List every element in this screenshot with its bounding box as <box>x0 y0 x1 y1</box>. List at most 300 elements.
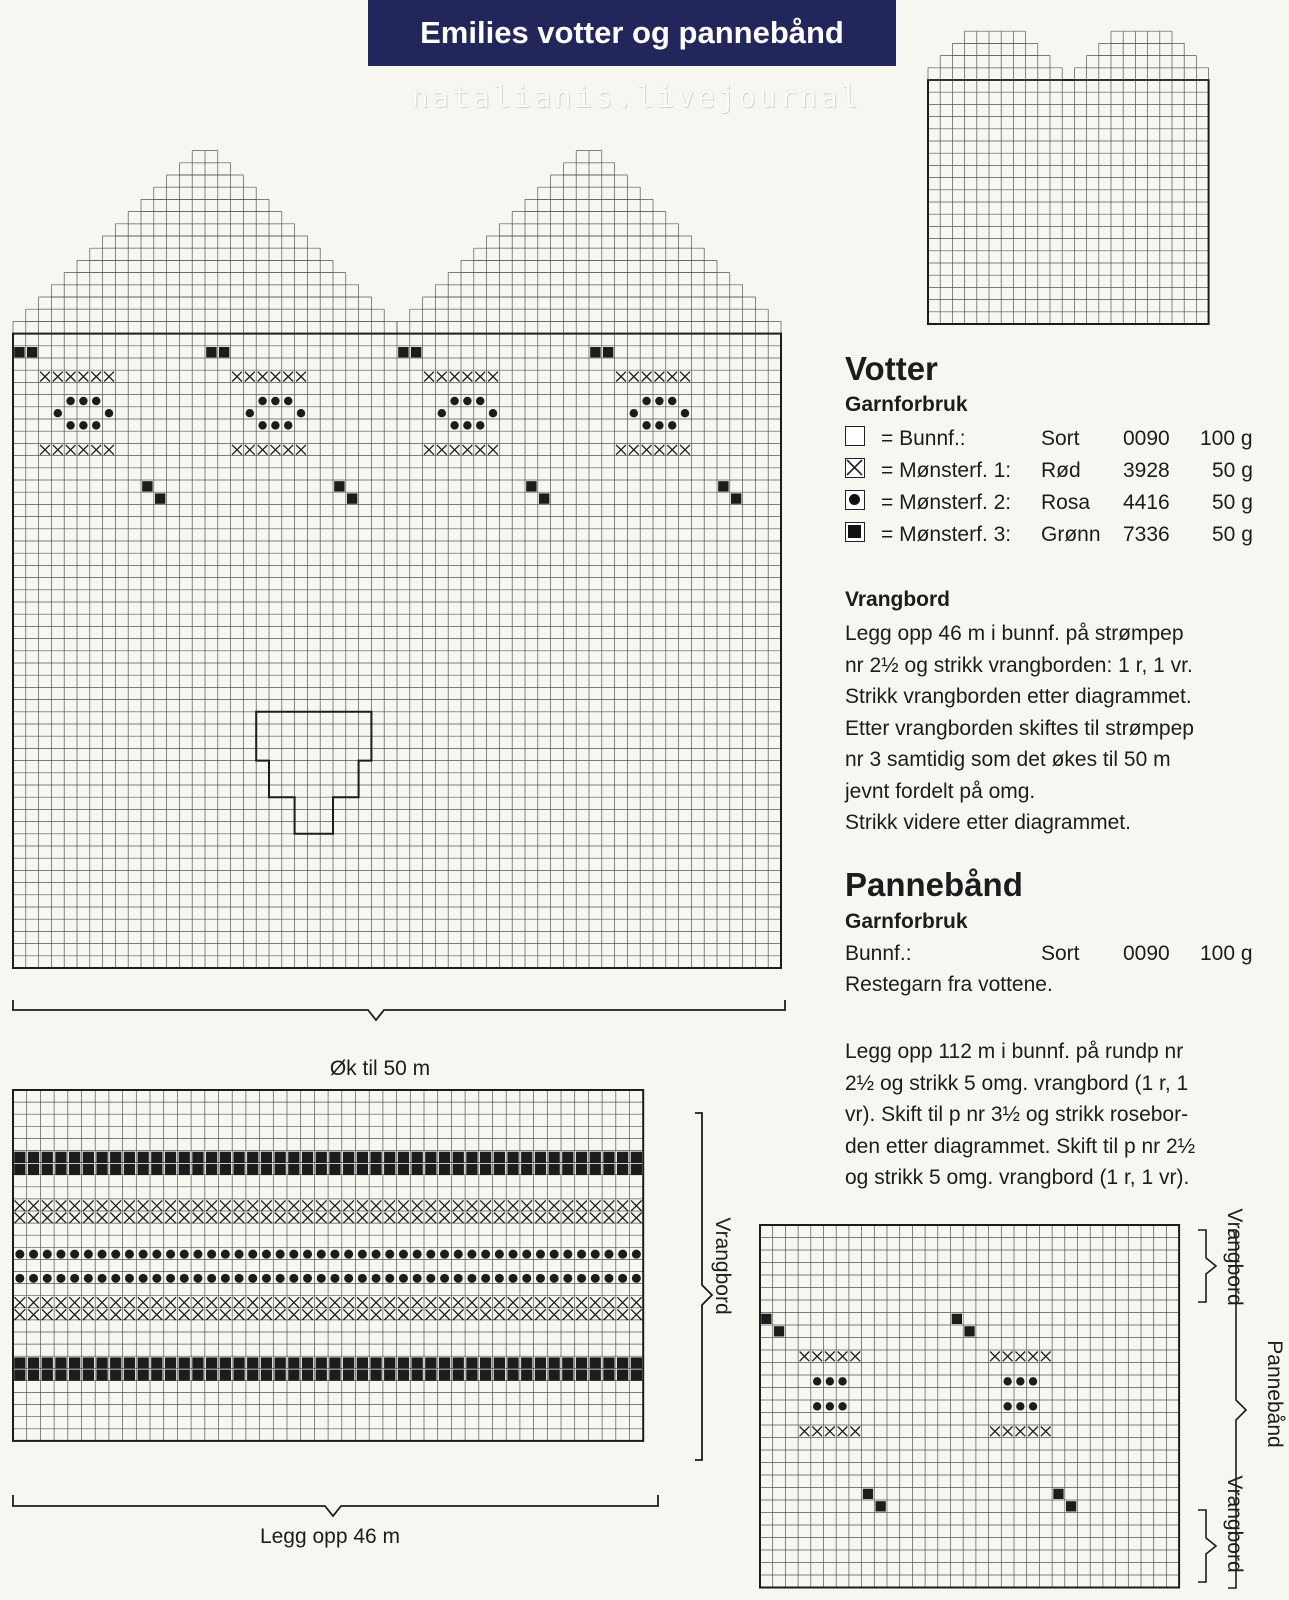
dot-stitch <box>563 1274 572 1283</box>
panneband-heading: Pannebånd <box>845 866 1023 903</box>
square-stitch <box>576 1152 587 1163</box>
square-stitch <box>206 1164 217 1175</box>
panneband-bunnf-label: Bunnf.: <box>845 942 912 965</box>
dot-stitch <box>111 1274 120 1283</box>
dot-stitch <box>495 1274 504 1283</box>
cross-stitch <box>97 1213 108 1224</box>
cross-stitch <box>680 372 690 382</box>
text-line: Legg opp 46 m i bunnf. på strømpep <box>845 622 1184 645</box>
square-stitch <box>302 1357 313 1368</box>
dot-stitch <box>681 409 689 417</box>
cross-stitch <box>316 1309 327 1320</box>
dot-stitch <box>372 1274 381 1283</box>
square-stitch <box>412 1152 423 1163</box>
dot-stitch <box>399 1274 408 1283</box>
square-stitch <box>220 1164 231 1175</box>
square-stitch <box>261 1357 272 1368</box>
cross-stitch <box>283 372 293 382</box>
dot-stitch <box>618 1250 627 1259</box>
dot-stitch <box>813 1377 821 1385</box>
square-stitch <box>370 1357 381 1368</box>
square-stitch <box>247 1370 258 1381</box>
cross-stitch <box>412 1213 423 1224</box>
cross-stitch <box>110 1297 121 1308</box>
square-stitch <box>206 1152 217 1163</box>
cross-stitch <box>193 1200 204 1211</box>
mitten-top-grid <box>39 297 372 309</box>
square-stitch <box>425 1370 436 1381</box>
cross-stitch <box>330 1200 341 1211</box>
cross-stitch <box>330 1213 341 1224</box>
square-stitch <box>617 1152 628 1163</box>
square-stitch <box>316 1152 327 1163</box>
cross-stitch <box>79 372 89 382</box>
text-line: Etter vrangborden skiftes til strømpep <box>845 716 1194 740</box>
cross-stitch <box>28 1213 39 1224</box>
cross-stitch <box>343 1297 354 1308</box>
dot-stitch <box>289 1274 298 1283</box>
square-stitch <box>480 1152 491 1163</box>
cross-stitch <box>289 1297 300 1308</box>
legend-code: 3928 <box>1123 459 1170 482</box>
thumb-top-grid <box>965 31 1026 43</box>
cross-stitch <box>343 1309 354 1320</box>
square-stitch <box>411 347 421 357</box>
mitten-top-grid <box>26 309 384 321</box>
dot-stitch <box>235 1250 244 1259</box>
cross-stitch <box>247 1213 258 1224</box>
square-stitch <box>220 1357 231 1368</box>
square-stitch <box>179 1152 190 1163</box>
cross-stitch <box>437 372 447 382</box>
cross-stitch <box>247 1200 258 1211</box>
square-stitch <box>288 1357 299 1368</box>
square-stitch <box>1066 1501 1076 1511</box>
cross-stitch <box>91 445 101 455</box>
dot-stitch <box>207 1274 216 1283</box>
cross-stitch <box>357 1200 368 1211</box>
watermark: natalianis.livejournal <box>410 80 862 114</box>
cross-stitch <box>1041 1427 1051 1437</box>
mitten-top-grid <box>461 260 717 272</box>
square-stitch <box>233 1152 244 1163</box>
text-line: og strikk 5 omg. vrangbord (1 r, 1 vr). <box>845 1166 1190 1189</box>
dot-stitch <box>207 1250 216 1259</box>
dot-stitch <box>668 397 676 405</box>
square-stitch <box>549 1164 560 1175</box>
square-stitch <box>480 1357 491 1368</box>
square-stitch <box>110 1357 121 1368</box>
dot-stitch <box>655 397 663 405</box>
cross-stitch <box>480 1213 491 1224</box>
dot-stitch <box>450 397 458 405</box>
cross-stitch <box>617 1213 628 1224</box>
cross-stitch <box>563 1297 574 1308</box>
dot-stitch <box>317 1250 326 1259</box>
cross-stitch <box>69 1213 80 1224</box>
square-stitch <box>603 1152 614 1163</box>
cross-stitch <box>467 1297 478 1308</box>
cross-stitch <box>15 1213 26 1224</box>
dot-stitch <box>481 1274 490 1283</box>
dot-stitch <box>476 397 484 405</box>
dot-stitch <box>463 421 471 429</box>
dot-stitch <box>481 1250 490 1259</box>
square-stitch <box>261 1152 272 1163</box>
mitten-top-grid <box>563 163 614 175</box>
cross-stitch <box>261 1309 272 1320</box>
square-stitch <box>549 1152 560 1163</box>
square-stitch <box>151 1164 162 1175</box>
dot-stitch <box>258 397 266 405</box>
thumb-top-grid <box>940 56 1050 68</box>
cross-stitch <box>138 1213 149 1224</box>
cross-stitch <box>494 1297 505 1308</box>
dot-stitch <box>618 1274 627 1283</box>
cross-stitch <box>563 1309 574 1320</box>
cross-stitch <box>97 1309 108 1320</box>
cross-stitch <box>616 372 626 382</box>
dot-stitch <box>399 1250 408 1259</box>
cross-stitch <box>124 1213 135 1224</box>
cross-stitch <box>590 1200 601 1211</box>
cross-stitch <box>437 445 447 455</box>
cross-stitch <box>439 1309 450 1320</box>
square-stitch <box>275 1164 286 1175</box>
mitten-top-grid <box>64 273 346 285</box>
cross-stitch <box>535 1213 546 1224</box>
square-stitch <box>179 1357 190 1368</box>
cross-stitch <box>412 1200 423 1211</box>
dot-stitch <box>105 409 113 417</box>
cross-stitch <box>66 445 76 455</box>
square-stitch <box>576 1370 587 1381</box>
square-stitch <box>521 1152 532 1163</box>
mitten-top-grid <box>410 309 768 321</box>
cross-stitch <box>165 1200 176 1211</box>
cross-stitch <box>138 1297 149 1308</box>
cross-stitch <box>1041 1352 1051 1362</box>
cross-stitch <box>629 372 639 382</box>
thumb-top-grid <box>1099 43 1184 55</box>
dot-stitch <box>317 1274 326 1283</box>
square-stitch <box>14 1357 25 1368</box>
square-stitch <box>425 1152 436 1163</box>
cross-stitch <box>384 1213 395 1224</box>
legend-row <box>845 425 1265 455</box>
square-stitch <box>14 347 24 357</box>
cross-stitch <box>83 1309 94 1320</box>
legend-row <box>845 521 1265 551</box>
square-stitch <box>329 1357 340 1368</box>
square-stitch <box>110 1152 121 1163</box>
square-stitch <box>590 1370 601 1381</box>
square-stitch <box>412 1357 423 1368</box>
cross-stitch <box>453 1309 464 1320</box>
cross-stitch <box>384 1297 395 1308</box>
square-stitch <box>55 1152 66 1163</box>
square-stitch <box>453 1357 464 1368</box>
thumb-top-grid <box>1074 68 1208 80</box>
square-stitch <box>219 347 229 357</box>
cross-stitch <box>631 1297 642 1308</box>
cross-stitch <box>371 1297 382 1308</box>
square-stitch <box>876 1501 886 1511</box>
dot-stitch <box>152 1274 161 1283</box>
cross-stitch <box>1016 1352 1026 1362</box>
cross-stitch <box>990 1427 1000 1437</box>
square-stitch <box>247 1357 258 1368</box>
square-stitch <box>42 1164 53 1175</box>
cross-stitch <box>521 1309 532 1320</box>
mitten-top-grid <box>141 199 269 211</box>
square-stitch <box>603 1370 614 1381</box>
text-line: nr 2½ og strikk vrangborden: 1 r, 1 vr. <box>845 653 1193 677</box>
mitten-top-grid <box>538 187 640 199</box>
cross-stitch <box>825 1427 835 1437</box>
cross-stitch <box>667 445 677 455</box>
mitten-top-grid <box>154 187 256 199</box>
square-stitch <box>192 1357 203 1368</box>
cross-stitch <box>850 1352 860 1362</box>
cross-stitch <box>508 1213 519 1224</box>
square-stitch <box>288 1152 299 1163</box>
thumb-chart-grid <box>928 80 1209 324</box>
mitten-top-grid <box>103 236 308 248</box>
cross-stitch <box>330 1309 341 1320</box>
square-stitch <box>69 1164 80 1175</box>
cross-stitch <box>371 1213 382 1224</box>
dot-stitch <box>591 1274 600 1283</box>
square-stitch <box>439 1370 450 1381</box>
square-stitch <box>535 1152 546 1163</box>
cross-square-icon <box>845 458 865 478</box>
square-stitch <box>535 1370 546 1381</box>
thumb-top-grid <box>1111 31 1172 43</box>
cross-stitch <box>15 1309 26 1320</box>
cross-stitch <box>234 1200 245 1211</box>
dot-stitch <box>276 1274 285 1283</box>
cross-stitch <box>850 1427 860 1437</box>
cross-stitch <box>343 1200 354 1211</box>
legend-row <box>845 457 1265 487</box>
mitten-top-grid <box>115 224 294 236</box>
cross-stitch <box>28 1309 39 1320</box>
cross-stitch <box>642 372 652 382</box>
dot-stitch <box>152 1250 161 1259</box>
dot-stitch <box>563 1250 572 1259</box>
square-stitch <box>453 1152 464 1163</box>
square-stitch <box>526 481 536 491</box>
cross-stitch <box>296 445 306 455</box>
cross-stitch <box>296 372 306 382</box>
cross-stitch <box>488 445 498 455</box>
square-stitch <box>206 1370 217 1381</box>
mitten-top-grid <box>551 175 628 187</box>
dot-stitch <box>98 1250 107 1259</box>
cross-stitch <box>990 1352 1000 1362</box>
dot-stitch <box>139 1250 148 1259</box>
legend-code: 0090 <box>1123 427 1170 450</box>
square-stitch <box>731 493 741 503</box>
cross-stitch <box>234 1297 245 1308</box>
square-stitch <box>521 1370 532 1381</box>
square-stitch <box>69 1152 80 1163</box>
square-stitch <box>539 493 549 503</box>
dot-stitch <box>271 421 279 429</box>
square-stitch <box>288 1164 299 1175</box>
square-stitch <box>631 1152 642 1163</box>
cross-stitch <box>28 1200 39 1211</box>
square-stitch <box>83 1164 94 1175</box>
square-stitch <box>14 1370 25 1381</box>
cross-stitch <box>232 445 242 455</box>
cross-stitch <box>508 1309 519 1320</box>
dot-stitch <box>604 1274 613 1283</box>
square-stitch <box>302 1164 313 1175</box>
cross-stitch <box>275 1200 286 1211</box>
mitten-top-grid <box>499 224 678 236</box>
dot-stitch <box>630 409 638 417</box>
cross-stitch <box>398 1309 409 1320</box>
cross-stitch <box>261 1297 272 1308</box>
cross-stitch <box>576 1297 587 1308</box>
cross-stitch <box>426 1297 437 1308</box>
cross-stitch <box>398 1213 409 1224</box>
legend-amount: 50 g <box>1212 459 1253 482</box>
cross-stitch <box>604 1213 615 1224</box>
square-stitch <box>96 1152 107 1163</box>
square-stitch <box>562 1164 573 1175</box>
text-line: nr 3 samtidig som det økes til 50 m <box>845 748 1171 771</box>
votter-garn-heading: Garnforbruk <box>845 393 968 416</box>
cross-stitch <box>179 1200 190 1211</box>
cross-stitch <box>179 1297 190 1308</box>
cross-stitch <box>275 1309 286 1320</box>
dot-stitch <box>467 1274 476 1283</box>
cross-stitch <box>79 445 89 455</box>
cross-stitch <box>488 372 498 382</box>
square-stitch <box>110 1164 121 1175</box>
mitten-top-grid <box>448 273 730 285</box>
square-stitch <box>480 1164 491 1175</box>
square-stitch <box>83 1357 94 1368</box>
panneband-garn-heading: Garnforbruk <box>845 910 968 933</box>
cross-stitch <box>206 1213 217 1224</box>
thumb-top-grid <box>952 43 1037 55</box>
square-stitch <box>69 1357 80 1368</box>
square-stitch <box>494 1164 505 1175</box>
dot-stitch <box>344 1274 353 1283</box>
dot-stitch <box>655 421 663 429</box>
dot-stitch <box>476 421 484 429</box>
cross-stitch <box>631 1213 642 1224</box>
square-stitch <box>631 1370 642 1381</box>
cross-stitch <box>604 1200 615 1211</box>
cross-stitch <box>15 1200 26 1211</box>
cross-stitch <box>56 1213 67 1224</box>
cross-stitch <box>330 1297 341 1308</box>
headband-bottom-bracket <box>1198 1510 1216 1582</box>
square-stitch <box>14 1164 25 1175</box>
dot-stitch <box>454 1274 463 1283</box>
dot-stitch <box>248 1274 257 1283</box>
square-stitch <box>343 1357 354 1368</box>
cross-stitch <box>66 372 76 382</box>
square-stitch <box>316 1370 327 1381</box>
cross-stitch <box>220 1200 231 1211</box>
cross-stitch <box>302 1309 313 1320</box>
square-stitch <box>247 1164 258 1175</box>
empty-square-icon <box>845 426 865 446</box>
square-stitch <box>952 1314 962 1324</box>
cross-stitch <box>450 445 460 455</box>
cross-stitch <box>110 1200 121 1211</box>
square-stitch <box>590 347 600 357</box>
cross-stitch <box>800 1352 810 1362</box>
square-stitch <box>192 1152 203 1163</box>
cross-stitch <box>283 445 293 455</box>
square-stitch <box>774 1326 784 1336</box>
votter-heading: Votter <box>845 350 938 387</box>
cross-stitch <box>617 1200 628 1211</box>
dot-stitch <box>454 1250 463 1259</box>
dot-stitch <box>344 1250 353 1259</box>
dot-stitch <box>221 1250 230 1259</box>
square-stitch <box>439 1164 450 1175</box>
square-stitch <box>603 1164 614 1175</box>
square-stitch <box>96 1164 107 1175</box>
square-stitch <box>466 1357 477 1368</box>
cross-stitch <box>453 1200 464 1211</box>
square-stitch <box>384 1357 395 1368</box>
dot-stitch <box>66 421 74 429</box>
dot-stitch <box>577 1250 586 1259</box>
cross-stitch <box>439 1297 450 1308</box>
mitten-top-grid <box>13 321 397 333</box>
square-stitch <box>302 1370 313 1381</box>
legend-label: = Bunnf.: <box>881 427 966 450</box>
text-line: jevnt fordelt på omg. <box>845 779 1036 803</box>
square-stitch <box>155 493 165 503</box>
cross-stitch <box>475 445 485 455</box>
dot-stitch <box>385 1274 394 1283</box>
dot-stitch <box>385 1250 394 1259</box>
cross-stitch <box>42 1297 53 1308</box>
square-stitch <box>494 1357 505 1368</box>
cross-stitch <box>463 445 473 455</box>
cross-stitch <box>812 1427 822 1437</box>
dot-stitch <box>604 1250 613 1259</box>
cross-stitch <box>576 1213 587 1224</box>
square-stitch <box>55 1370 66 1381</box>
cross-stitch <box>549 1200 560 1211</box>
dot-stitch <box>15 1274 24 1283</box>
cross-stitch <box>40 445 50 455</box>
square-stitch <box>398 1370 409 1381</box>
dot-stitch <box>358 1250 367 1259</box>
square-stitch <box>562 1357 573 1368</box>
dot-stitch <box>79 397 87 405</box>
cross-stitch <box>124 1309 135 1320</box>
cross-stitch <box>398 1297 409 1308</box>
dot-stitch <box>221 1274 230 1283</box>
square-stitch <box>124 1357 135 1368</box>
dot-stitch <box>489 409 497 417</box>
square-stitch <box>42 1370 53 1381</box>
square-stitch <box>425 1164 436 1175</box>
cross-stitch <box>357 1213 368 1224</box>
